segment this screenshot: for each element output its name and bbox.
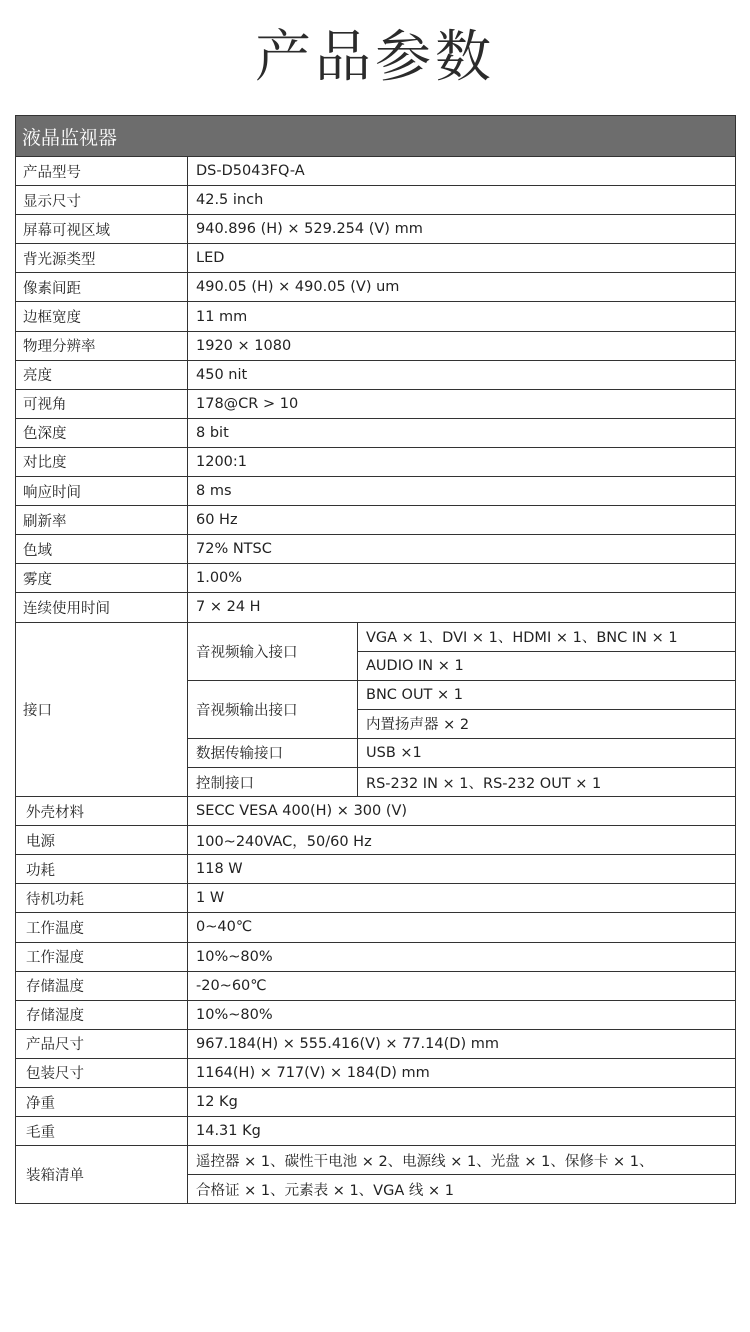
spec-label: 物理分辨率	[16, 331, 188, 360]
spec-value: 118 W	[188, 855, 736, 884]
spec-row	[16, 215, 736, 244]
spec-row	[16, 360, 736, 389]
spec-row	[16, 855, 736, 884]
av-input-value: AUDIO IN × 1	[358, 651, 736, 680]
spec-row	[16, 186, 736, 215]
spec-table	[15, 115, 736, 1204]
spec-label: 待机功耗	[16, 884, 188, 913]
spec-label: 存储湿度	[16, 1000, 188, 1029]
spec-value: 8 ms	[188, 477, 736, 506]
interface-row	[16, 622, 736, 651]
packing-line: 遥控器 × 1、碳性干电池 × 2、电源线 × 1、光盘 × 1、保修卡 × 1、	[188, 1146, 736, 1175]
spec-value: DS-D5043FQ-A	[188, 157, 736, 186]
data-interface-value: USB ×1	[358, 738, 736, 767]
spec-value: 60 Hz	[188, 506, 736, 535]
spec-label: 功耗	[16, 855, 188, 884]
av-input-value: VGA × 1、DVI × 1、HDMI × 1、BNC IN × 1	[358, 622, 736, 651]
spec-value: 178@CR > 10	[188, 389, 736, 418]
spec-row	[16, 389, 736, 418]
spec-value: 100~240VAC，50/60 Hz	[188, 826, 736, 855]
spec-value: 12 Kg	[188, 1088, 736, 1117]
spec-value: 940.896 (H) × 529.254 (V) mm	[188, 215, 736, 244]
spec-label: 包装尺寸	[16, 1058, 188, 1087]
spec-row	[16, 884, 736, 913]
spec-value: 8 bit	[188, 418, 736, 447]
spec-value: 0~40℃	[188, 913, 736, 942]
spec-value: 11 mm	[188, 302, 736, 331]
spec-row	[16, 942, 736, 971]
spec-row	[16, 564, 736, 593]
spec-value: LED	[188, 244, 736, 273]
spec-label: 可视角	[16, 389, 188, 418]
spec-label: 像素间距	[16, 273, 188, 302]
spec-row	[16, 1000, 736, 1029]
spec-label: 色深度	[16, 418, 188, 447]
spec-row	[16, 506, 736, 535]
spec-value: -20~60℃	[188, 971, 736, 1000]
spec-label: 显示尺寸	[16, 186, 188, 215]
spec-label: 对比度	[16, 447, 188, 476]
spec-value: 1920 × 1080	[188, 331, 736, 360]
spec-label: 连续使用时间	[16, 593, 188, 622]
control-interface-value: RS-232 IN × 1、RS-232 OUT × 1	[358, 767, 736, 796]
spec-label: 色域	[16, 535, 188, 564]
packing-line: 合格证 × 1、元素表 × 1、VGA 线 × 1	[188, 1175, 736, 1204]
spec-value: 42.5 inch	[188, 186, 736, 215]
spec-row	[16, 302, 736, 331]
spec-label: 产品型号	[16, 157, 188, 186]
spec-label: 雾度	[16, 564, 188, 593]
spec-value: 1 W	[188, 884, 736, 913]
spec-row	[16, 477, 736, 506]
section-title: 液晶监视器	[16, 116, 736, 157]
spec-label: 刷新率	[16, 506, 188, 535]
spec-label: 屏幕可视区域	[16, 215, 188, 244]
spec-label: 背光源类型	[16, 244, 188, 273]
spec-row	[16, 535, 736, 564]
spec-row	[16, 826, 736, 855]
spec-row	[16, 1029, 736, 1058]
spec-value: 1.00%	[188, 564, 736, 593]
spec-label: 电源	[16, 826, 188, 855]
spec-row	[16, 971, 736, 1000]
spec-label: 亮度	[16, 360, 188, 389]
spec-row	[16, 1088, 736, 1117]
spec-value: 490.05 (H) × 490.05 (V) um	[188, 273, 736, 302]
spec-value: 72% NTSC	[188, 535, 736, 564]
spec-row	[16, 1058, 736, 1087]
spec-label: 毛重	[16, 1117, 188, 1146]
spec-row	[16, 797, 736, 826]
spec-row	[16, 447, 736, 476]
spec-label: 边框宽度	[16, 302, 188, 331]
spec-row	[16, 593, 736, 622]
spec-row	[16, 1117, 736, 1146]
spec-value: 1200:1	[188, 447, 736, 476]
av-output-label: 音视频输出接口	[188, 680, 358, 738]
spec-value: 967.184(H) × 555.416(V) × 77.14(D) mm	[188, 1029, 736, 1058]
spec-row	[16, 273, 736, 302]
spec-value: 10%~80%	[188, 942, 736, 971]
spec-value: 1164(H) × 717(V) × 184(D) mm	[188, 1058, 736, 1087]
spec-row	[16, 331, 736, 360]
spec-label: 净重	[16, 1088, 188, 1117]
spec-row	[16, 244, 736, 273]
av-output-value: BNC OUT × 1	[358, 680, 736, 709]
packing-row	[16, 1146, 736, 1175]
spec-value: 450 nit	[188, 360, 736, 389]
spec-label: 响应时间	[16, 477, 188, 506]
spec-row	[16, 913, 736, 942]
spec-label: 外壳材料	[16, 797, 188, 826]
av-output-value: 内置扬声器 × 2	[358, 709, 736, 738]
section-header-row	[16, 116, 736, 157]
data-interface-label: 数据传输接口	[188, 738, 358, 767]
spec-label: 存储温度	[16, 971, 188, 1000]
spec-label: 工作湿度	[16, 942, 188, 971]
spec-label: 产品尺寸	[16, 1029, 188, 1058]
control-interface-label: 控制接口	[188, 767, 358, 796]
spec-label: 工作温度	[16, 913, 188, 942]
spec-row	[16, 418, 736, 447]
spec-value: 7 × 24 H	[188, 593, 736, 622]
spec-row	[16, 157, 736, 186]
spec-value: SECC VESA 400(H) × 300 (V)	[188, 797, 736, 826]
av-input-label: 音视频输入接口	[188, 622, 358, 680]
packing-label: 装箱清单	[16, 1146, 188, 1204]
spec-value: 14.31 Kg	[188, 1117, 736, 1146]
interface-label: 接口	[16, 622, 188, 797]
spec-value: 10%~80%	[188, 1000, 736, 1029]
page-title: 产品参数	[255, 25, 495, 90]
